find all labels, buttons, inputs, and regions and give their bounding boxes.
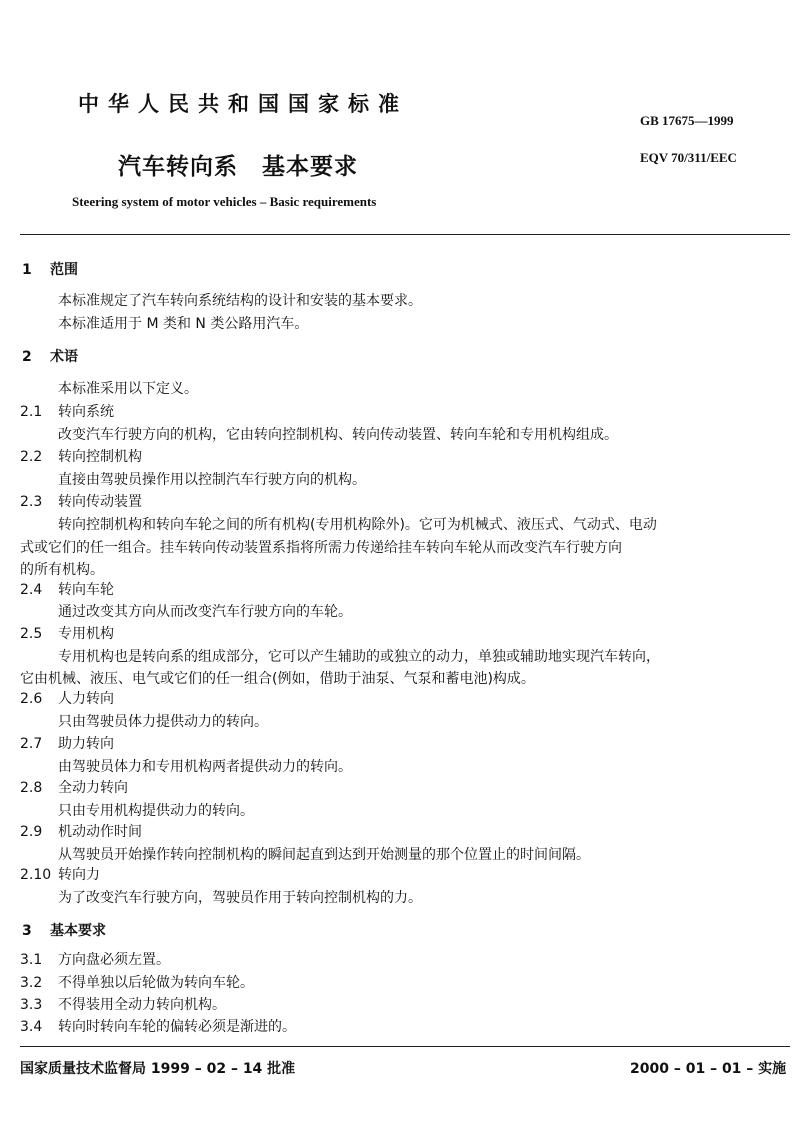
term-heading bbox=[20, 491, 142, 511]
document-title-cn: 汽车转向系 基本要求 bbox=[118, 154, 358, 180]
term-definition: 为了改变汽车行驶方向，驾驶员作用于转向控制机构的力。 bbox=[58, 890, 422, 906]
requirement-number: 3.4 bbox=[20, 1019, 43, 1035]
term-title: 转向系统 bbox=[58, 404, 114, 420]
paragraph: 本标准适用于 M 类和 N 类公路用汽车。 bbox=[58, 316, 309, 332]
requirement-number: 3.1 bbox=[20, 952, 43, 968]
term-heading bbox=[20, 446, 142, 466]
standard-number: GB 17675—1999 bbox=[640, 113, 734, 128]
term-title: 转向传动装置 bbox=[58, 494, 142, 510]
requirement-number: 3.3 bbox=[20, 997, 43, 1013]
term-heading bbox=[20, 821, 142, 841]
section-heading bbox=[22, 259, 78, 279]
section-heading bbox=[22, 346, 78, 366]
requirement-item bbox=[20, 1016, 296, 1036]
term-title: 专用机构 bbox=[58, 626, 114, 642]
requirement-text: 不得装用全动力转向机构。 bbox=[58, 997, 226, 1013]
paragraph: 本标准采用以下定义。 bbox=[58, 381, 198, 397]
term-definition: 改变汽车行驶方向的机构，它由转向控制机构、转向传动装置、转向车轮和专用机构组成。 bbox=[58, 427, 618, 443]
term-title: 机动动作时间 bbox=[58, 824, 142, 840]
requirement-text: 方向盘必须左置。 bbox=[58, 952, 170, 968]
section-title: 基本要求 bbox=[50, 923, 106, 939]
term-definition: 直接由驾驶员操作用以控制汽车行驶方向的机构。 bbox=[58, 472, 366, 488]
term-definition: 它由机械、液压、电气或它们的任一组合(例如，借助于油泵、气泵和蓄电池)构成。 bbox=[20, 671, 535, 687]
term-heading bbox=[20, 401, 114, 421]
term-heading bbox=[20, 579, 114, 599]
term-number: 2.9 bbox=[20, 824, 43, 840]
term-title: 转向力 bbox=[58, 867, 100, 883]
footer-divider bbox=[20, 1046, 790, 1047]
term-number: 2.5 bbox=[20, 626, 43, 642]
term-definition: 由驾驶员体力和专用机构两者提供动力的转向。 bbox=[58, 759, 352, 775]
header-divider bbox=[20, 234, 790, 235]
term-heading bbox=[20, 864, 100, 884]
term-heading bbox=[20, 623, 114, 643]
requirement-text: 转向时转向车轮的偏转必须是渐进的。 bbox=[58, 1019, 296, 1035]
section-title: 术语 bbox=[50, 349, 78, 365]
requirement-item bbox=[20, 949, 170, 969]
term-definition: 式或它们的任一组合。挂车转向传动装置系指将所需力传递给挂车转向车轮从而改变汽车行驶方向 bbox=[20, 540, 622, 556]
term-title: 助力转向 bbox=[58, 736, 114, 752]
section-number: 1 bbox=[22, 262, 32, 278]
section-number: 3 bbox=[22, 923, 32, 939]
term-definition: 专用机构也是转向系的组成部分，它可以产生辅助的或独立的动力，单独或辅助地实现汽车转向， bbox=[58, 649, 660, 665]
approval-statement: 国家质量技术监督局 1999 – 02 – 14 批准 bbox=[20, 1061, 296, 1077]
requirement-text: 不得单独以后轮做为转向车轮。 bbox=[58, 975, 254, 991]
section-title: 范围 bbox=[50, 262, 78, 278]
term-definition: 只由驾驶员体力提供动力的转向。 bbox=[58, 714, 268, 730]
term-number: 2.6 bbox=[20, 691, 43, 707]
term-number: 2.1 bbox=[20, 404, 43, 420]
implementation-date: 2000 – 01 – 01 – 实施 bbox=[630, 1061, 787, 1077]
paragraph: 本标准规定了汽车转向系统结构的设计和安装的基本要求。 bbox=[58, 293, 422, 309]
term-definition: 的所有机构。 bbox=[20, 562, 104, 578]
term-definition: 转向控制机构和转向车轮之间的所有机构(专用机构除外)。它可为机械式、液压式、气动式、电动 bbox=[58, 517, 657, 533]
national-standard-heading: 中华人民共和国国家标准 bbox=[78, 92, 408, 116]
section-heading bbox=[22, 920, 106, 940]
term-definition: 通过改变其方向从而改变汽车行驶方向的车轮。 bbox=[58, 604, 352, 620]
term-heading bbox=[20, 733, 114, 753]
term-definition: 只由专用机构提供动力的转向。 bbox=[58, 803, 254, 819]
term-title: 全动力转向 bbox=[58, 780, 128, 796]
term-heading bbox=[20, 688, 114, 708]
requirement-number: 3.2 bbox=[20, 975, 43, 991]
term-title: 人力转向 bbox=[58, 691, 114, 707]
requirement-item bbox=[20, 994, 226, 1014]
requirement-item bbox=[20, 972, 254, 992]
term-number: 2.2 bbox=[20, 449, 43, 465]
term-number: 2.4 bbox=[20, 582, 43, 598]
term-number: 2.8 bbox=[20, 780, 43, 796]
term-number: 2.3 bbox=[20, 494, 43, 510]
equivalence-reference: EQV 70/311/EEC bbox=[640, 150, 737, 165]
term-heading bbox=[20, 777, 128, 797]
term-definition: 从驾驶员开始操作转向控制机构的瞬间起直到达到开始测量的那个位置止的时间间隔。 bbox=[58, 847, 590, 863]
term-number: 2.10 bbox=[20, 867, 52, 883]
term-title: 转向车轮 bbox=[58, 582, 114, 598]
document-title-en: Steering system of motor vehicles – Basic requirements bbox=[72, 194, 377, 209]
term-title: 转向控制机构 bbox=[58, 449, 142, 465]
section-number: 2 bbox=[22, 349, 32, 365]
term-number: 2.7 bbox=[20, 736, 43, 752]
